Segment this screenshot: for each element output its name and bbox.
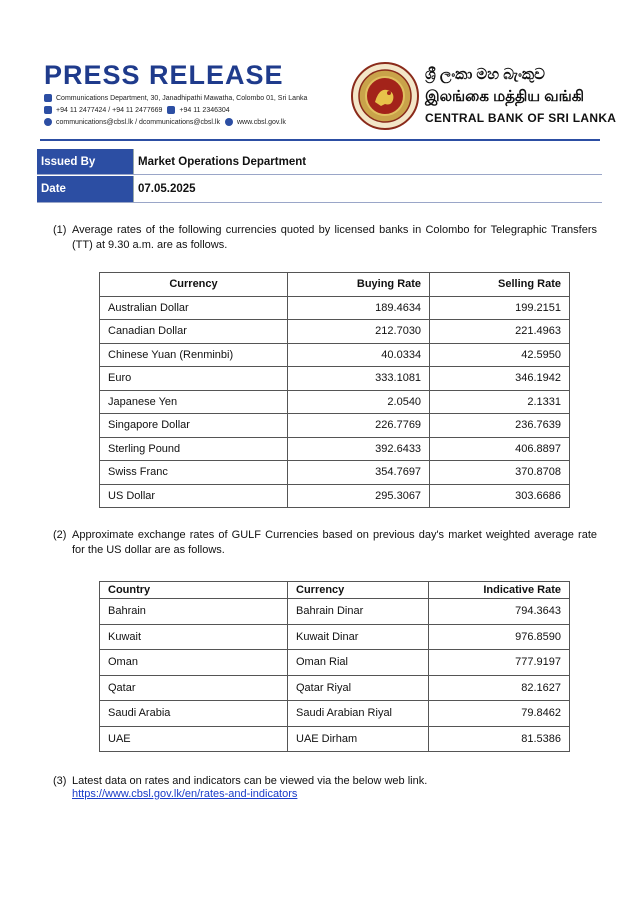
table-header-row	[100, 273, 570, 297]
section-2-body: Approximate exchange rates of GULF Currencies based on previous day's market weighted average rate for the US dollar are as follows.	[72, 529, 597, 556]
selling-rate-cell: 236.7639	[430, 414, 570, 438]
bank-name-sinhala: ශ්‍රී ලංකා මහ බැංකුව	[425, 66, 545, 83]
indicative-rate-cell: 976.8590	[429, 624, 570, 650]
section-2-number: (2)	[53, 529, 67, 541]
buying-rate-cell: 212.7030	[288, 320, 430, 344]
table-row	[100, 484, 570, 508]
address-text: Communications Department, 30, Janadhipathi Mawatha, Colombo 01, Sri Lanka	[56, 94, 308, 102]
table-row	[100, 726, 570, 752]
selling-rate-cell: 346.1942	[430, 367, 570, 391]
bank-name-tamil: இலங்கை மத்திய வங்கி	[425, 88, 585, 105]
currency-cell: US Dollar	[100, 484, 288, 508]
buying-rate-cell: 189.4634	[288, 296, 430, 320]
email-text[interactable]: communications@cbsl.lk / dcommunications@cbsl.lk	[56, 118, 220, 126]
currency-cell: Bahrain Dinar	[288, 599, 429, 625]
rates-indicators-link[interactable]: https://www.cbsl.gov.lk/en/rates-and-indicators	[72, 788, 298, 800]
country-cell: UAE	[100, 726, 288, 752]
table-row	[100, 437, 570, 461]
currency-cell: Sterling Pound	[100, 437, 288, 461]
table-row	[100, 343, 570, 367]
currency-cell: Japanese Yen	[100, 390, 288, 414]
press-release-header	[0, 0, 640, 150]
table-header-row	[100, 582, 570, 599]
buying-rate-cell: 2.0540	[288, 390, 430, 414]
phone-text: +94 11 2477424 / +94 11 2477669	[56, 106, 163, 114]
buying-rate-cell: 40.0334	[288, 343, 430, 367]
column-header: Selling Rate	[430, 273, 570, 297]
table-row	[100, 599, 570, 625]
envelope-icon	[44, 94, 52, 102]
currency-cell: Saudi Arabian Riyal	[288, 701, 429, 727]
buying-rate-cell: 354.7697	[288, 461, 430, 485]
table-row	[100, 367, 570, 391]
date-label: Date	[37, 176, 133, 202]
currency-cell: Singapore Dollar	[100, 414, 288, 438]
country-cell: Qatar	[100, 675, 288, 701]
gulf-rates-table	[99, 581, 570, 752]
currency-cell: Swiss Franc	[100, 461, 288, 485]
country-cell: Bahrain	[100, 599, 288, 625]
indicative-rate-cell: 794.3643	[429, 599, 570, 625]
table-row	[100, 624, 570, 650]
date-value: 07.05.2025	[133, 176, 602, 202]
buying-rate-cell: 392.6433	[288, 437, 430, 461]
issued-by-row	[37, 149, 602, 175]
contact-phone	[44, 106, 230, 114]
selling-rate-cell: 303.6686	[430, 484, 570, 508]
buying-rate-cell: 295.3067	[288, 484, 430, 508]
fax-icon	[167, 106, 175, 114]
indicative-rate-cell: 777.9197	[429, 650, 570, 676]
table-row	[100, 296, 570, 320]
currency-cell: Qatar Riyal	[288, 675, 429, 701]
column-header: Indicative Rate	[429, 582, 570, 599]
issued-by-value: Market Operations Department	[133, 149, 602, 174]
currency-cell: Canadian Dollar	[100, 320, 288, 344]
fax-text: +94 11 2346304	[179, 106, 230, 114]
currency-cell: Australian Dollar	[100, 296, 288, 320]
selling-rate-cell: 2.1331	[430, 390, 570, 414]
section-3-text	[53, 774, 597, 789]
column-header: Country	[100, 582, 288, 599]
column-header: Buying Rate	[288, 273, 430, 297]
bank-name-english: CENTRAL BANK OF SRI LANKA	[425, 111, 617, 125]
table-row	[100, 701, 570, 727]
country-cell: Saudi Arabia	[100, 701, 288, 727]
date-row	[37, 176, 602, 202]
central-bank-seal-icon	[351, 62, 419, 130]
indicative-rate-cell: 82.1627	[429, 675, 570, 701]
currency-cell: Chinese Yuan (Renminbi)	[100, 343, 288, 367]
buying-rate-cell: 226.7769	[288, 414, 430, 438]
selling-rate-cell: 370.8708	[430, 461, 570, 485]
issued-by-label: Issued By	[37, 149, 133, 174]
section-1-number: (1)	[53, 224, 67, 236]
contact-address	[44, 94, 307, 102]
globe-icon	[225, 118, 233, 126]
section-1-text	[53, 223, 597, 252]
table-row	[100, 320, 570, 344]
web-text[interactable]: www.cbsl.gov.lk	[237, 118, 286, 126]
section-2-text	[53, 528, 597, 557]
table-row	[100, 461, 570, 485]
table-row	[100, 414, 570, 438]
selling-rate-cell: 199.2151	[430, 296, 570, 320]
meta-divider	[37, 202, 602, 203]
phone-icon	[44, 106, 52, 114]
section-1-body: Average rates of the following currencies quoted by licensed banks in Colombo for Telegraphic Transfers (TT) at 9.30 a.m. are as follows.	[72, 224, 597, 251]
country-cell: Oman	[100, 650, 288, 676]
buying-rate-cell: 333.1081	[288, 367, 430, 391]
column-header: Currency	[288, 582, 429, 599]
indicative-rate-cell: 81.5386	[429, 726, 570, 752]
section-3-body: Latest data on rates and indicators can be viewed via the below web link.	[72, 775, 428, 787]
header-divider	[40, 139, 600, 141]
section-3-number: (3)	[53, 775, 67, 787]
country-cell: Kuwait	[100, 624, 288, 650]
indicative-rate-cell: 79.8462	[429, 701, 570, 727]
table-row	[100, 390, 570, 414]
selling-rate-cell: 221.4963	[430, 320, 570, 344]
selling-rate-cell: 42.5950	[430, 343, 570, 367]
tt-rates-table	[99, 272, 570, 508]
column-header: Currency	[100, 273, 288, 297]
currency-cell: Euro	[100, 367, 288, 391]
press-release-title: PRESS RELEASE	[44, 60, 284, 90]
table-row	[100, 675, 570, 701]
currency-cell: Oman Rial	[288, 650, 429, 676]
currency-cell: UAE Dirham	[288, 726, 429, 752]
contact-email-web	[44, 118, 286, 126]
currency-cell: Kuwait Dinar	[288, 624, 429, 650]
at-icon	[44, 118, 52, 126]
table-row	[100, 650, 570, 676]
selling-rate-cell: 406.8897	[430, 437, 570, 461]
